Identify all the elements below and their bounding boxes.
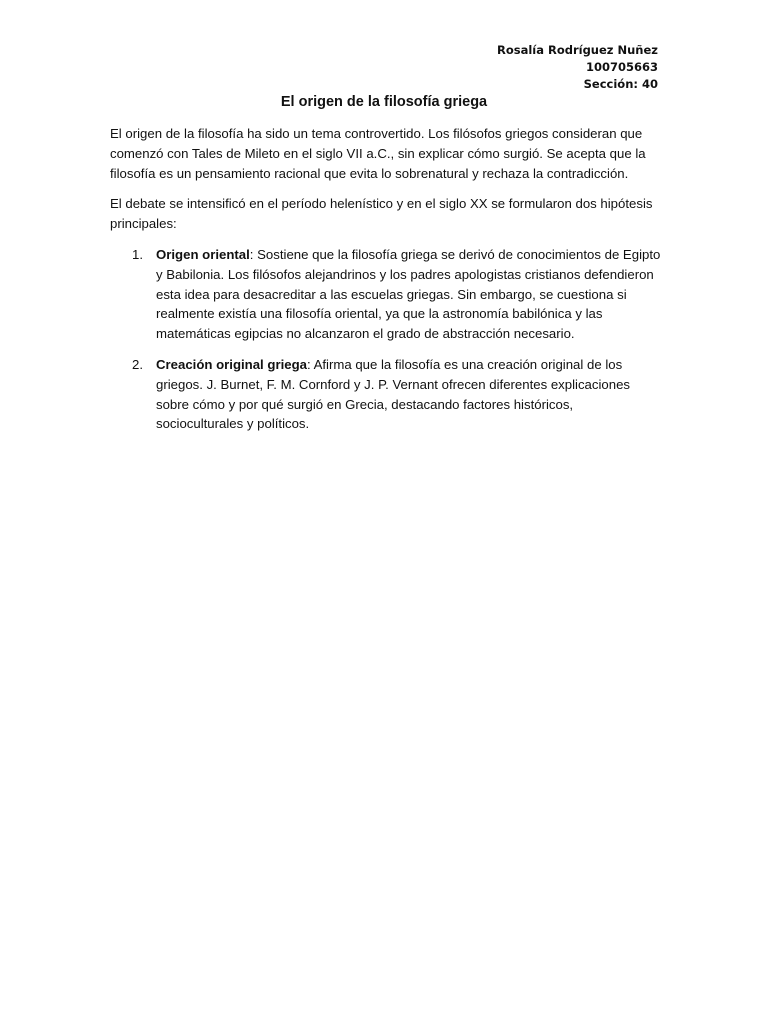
section-label: Sección: 40 <box>583 77 658 91</box>
student-id: 100705663 <box>585 60 658 74</box>
document-body <box>110 124 662 445</box>
list-item <box>110 355 662 434</box>
hypothesis-term: Origen oriental <box>156 246 250 262</box>
document-title: El origen de la filosofía griega <box>280 94 488 110</box>
intro-paragraph: El origen de la filosofía ha sido un tema controvertido. Los filósofos griegos consideran que comenzó con Tales de Mileto en el siglo VII a.C., sin explicar cómo surgió. Se acepta que la filosofía es un pensamiento racional que evita lo sobrenatural y rechaza la contradicción. <box>110 126 646 181</box>
author-header <box>497 42 658 93</box>
list-item-number: 2. <box>132 356 143 372</box>
hypotheses-list <box>110 245 662 434</box>
hypothesis-term: Creación original griega <box>156 356 307 372</box>
list-item <box>110 245 662 344</box>
debate-paragraph: El debate se intensificó en el período helenístico y en el siglo XX se formularon dos hipótesis principales: <box>110 196 653 232</box>
list-item-number: 1. <box>132 246 143 262</box>
author-name: Rosalía Rodríguez Nuñez <box>496 43 658 57</box>
hypothesis-description: : Afirma que la filosofía es una creación original de los griegos. J. Burnet, F. M. Cornford y J. P. Vernant ofrecen diferentes explicaciones sobre cómo y por qué surgió en Grecia, destacando factores históricos, socioculturales y políticos. <box>156 356 631 432</box>
hypothesis-description: : Sostiene que la filosofía griega se derivó de conocimientos de Egipto y Babilonia. Los filósofos alejandrinos y los padres apologistas cristianos defendieron esta idea para desacreditar a las escuelas griegas. Sin embargo, se cuestiona si realmente existía una filosofía oriental, ya que la astronomía babilónica y las matemáticas egipcias no alcanzaron el grado de abstracción necesario. <box>156 246 661 342</box>
